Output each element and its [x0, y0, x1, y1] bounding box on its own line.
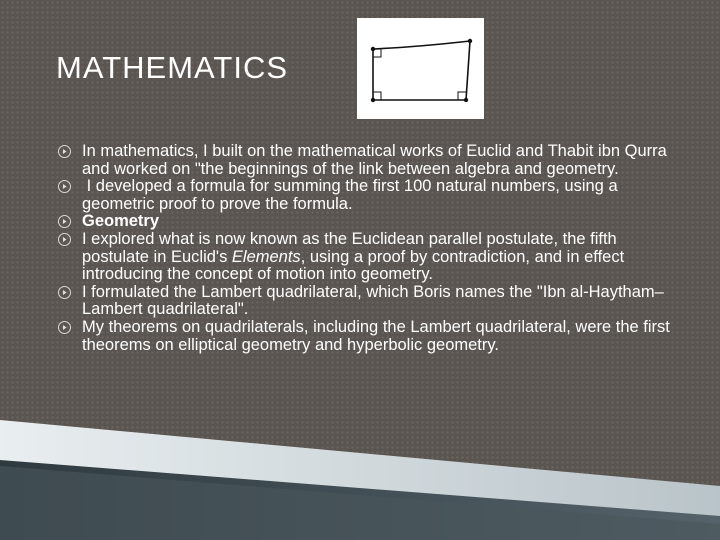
- lambert-quadrilateral-icon: [357, 18, 484, 119]
- bullet-text: I formulated the Lambert quadrilateral, which Boris names the "Ibn al-Haytham–Lambert quadrilateral".: [82, 282, 664, 319]
- list-item: [58, 213, 678, 231]
- bullet-text-part: , using a proof by contradiction, and in effect introducing the concept of motion into geometry.: [82, 247, 625, 284]
- bullet-text-part: I explored what is now known as the Euclidean parallel postulate, the fifth postulate in Euclid's: [82, 229, 617, 266]
- list-item: [58, 284, 678, 319]
- bullet-list: [58, 143, 678, 354]
- list-item: [58, 231, 678, 284]
- slide-title: MATHEMATICS: [56, 50, 289, 85]
- bullet-heading: Geometry: [82, 212, 160, 231]
- circled-arrow-icon: [58, 321, 71, 334]
- circled-arrow-icon: [58, 233, 71, 246]
- bullet-text: My theorems on quadrilaterals, including the Lambert quadrilateral, were the first theorems on elliptical geometry and hyperbolic geometry.: [82, 317, 670, 354]
- emphasized-title: Elements: [231, 247, 301, 266]
- circled-arrow-icon: [58, 215, 71, 228]
- circled-arrow-icon: [58, 145, 71, 158]
- bullet-text: In mathematics, I built on the mathematical works of Euclid and Thabit ibn Qurra and worked on "the beginnings of the link between algebra and geometry.: [82, 142, 667, 178]
- circled-arrow-icon: [58, 180, 71, 193]
- list-item: [58, 178, 678, 213]
- decorative-stripes: [0, 420, 720, 540]
- circled-arrow-icon: [58, 286, 71, 299]
- bullet-text: [82, 231, 678, 284]
- quadrilateral-diagram: [357, 18, 484, 119]
- bullet-text: I developed a formula for summing the first 100 natural numbers, using a geometric proof to prove the formula.: [82, 177, 623, 213]
- list-item: [58, 319, 678, 354]
- list-item: [58, 143, 678, 178]
